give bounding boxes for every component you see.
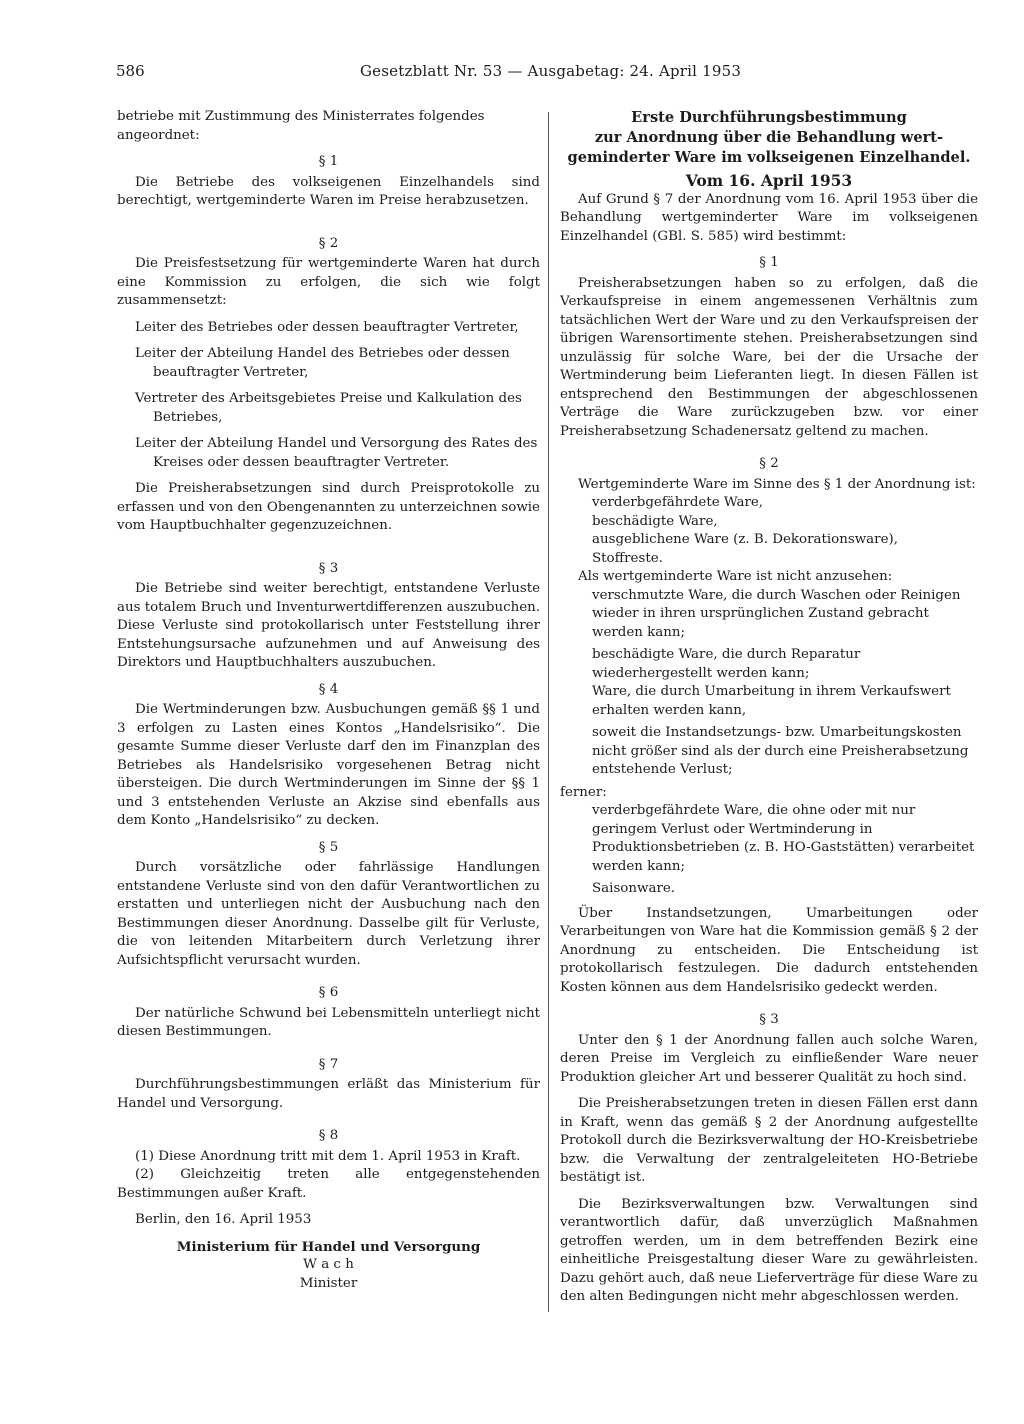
section-heading: § 3 [318, 560, 339, 576]
section-text: Unter den § 1 der Anordnung fallen auch solche Waren, deren Preise im Vergleich zu einfließender Ware neuer Produktion gleicher Art und besserer Qualität zu hoch sind. [560, 1032, 978, 1085]
regulation-date: Vom 16. April 1953 [685, 171, 853, 190]
page-number: 586 [116, 62, 145, 80]
signer-role: Minister [299, 1275, 358, 1291]
issuing-ministry: Ministerium für Handel und Versorgung [176, 1238, 481, 1255]
right-column [560, 108, 978, 1307]
regulation-title: Erste Durchführungsbestimmung [631, 109, 907, 126]
running-header: Gesetzblatt Nr. 53 — Ausgabetag: 24. April 1953 [360, 62, 742, 80]
section-text: (2) Gleichzeitig treten alle entgegenstehenden Bestimmungen außer Kraft. [117, 1167, 540, 1201]
left-column [117, 108, 540, 1293]
intro-text: betriebe mit Zustimmung des Ministerrates folgendes angeordnet: [117, 109, 485, 143]
section-text: Durchführungsbestimmungen erläßt das Ministerium für Handel und Versorgung. [117, 1077, 540, 1111]
section-heading: § 4 [318, 681, 339, 697]
section-heading: § 1 [318, 154, 339, 169]
section-text: ferner: [560, 784, 607, 800]
list-item: Leiter der Abteilung Handel des Betriebes oder dessen beauftragter Vertreter, [135, 346, 510, 380]
section-text: Die Preisfestsetzung für wertgeminderte Waren hat durch eine Kommission zu erfolgen, die sich wie folgt zusammensetzt: [117, 256, 540, 308]
list-item: Stoffreste. [592, 550, 663, 566]
regulation-title: geminderter Ware im volkseigenen Einzelhandel. [567, 149, 971, 166]
list-item: beschädigte Ware, [592, 513, 718, 529]
section-text: Die Bezirksverwaltungen bzw. Verwaltungen sind verantwortlich dafür, daß unverzüglich Maßnahmen getroffen werden, um in dem betreffenden Bezirk eine einheitliche Preisgestaltung dieser Ware zu gewährleisten. Dazu gehört auch, daß neue Lieferverträge für diese Ware zu den alten Bedingungen nicht mehr abgeschlossen werden. [560, 1196, 978, 1304]
signer-name: W a c h [303, 1257, 354, 1272]
section-heading: § 5 [318, 839, 339, 855]
section-heading: § 2 [759, 456, 779, 471]
place-date: Berlin, den 16. April 1953 [135, 1212, 312, 1227]
list-item: Saisonware. [592, 881, 676, 896]
list-item: Vertreter des Arbeitsgebietes Preise und Kalkulation des Betriebes, [135, 391, 522, 425]
section-text: Die Preisherabsetzungen sind durch Preisprotokolle zu erfassen und von den Obengenannten zu unterzeichnen sowie vom Hauptbuchhalter gegenzuzeichnen. [117, 481, 540, 533]
list-item: beschädigte Ware, die durch Reparatur wiederhergestellt werden kann; [592, 647, 861, 681]
section-text: Wertgeminderte Ware im Sinne des § 1 der Anordnung ist: [578, 476, 976, 492]
section-text: Durch vorsätzliche oder fahrlässige Handlungen entstandene Verluste sind von den dafür Verantwortlichen zu erstatten und unterliegen nicht der Ausbuchung nach den Bestimmungen dieser Anordnung. Dasselbe gilt für Verluste, die von leitenden Mitarbeitern durch Verletzung ihrer Aufsichtspflicht verursacht wurden. [117, 860, 540, 968]
section-text: Über Instandsetzungen, Umarbeitungen oder Verarbeitungen von Ware hat die Kommission gemäß § 2 der Anordnung zu entscheiden. Die Entscheidung ist protokollarisch festzulegen. Die dadurch entstehenden Kosten können aus dem Handelsrisiko gedeckt werden. [560, 905, 978, 995]
list-item: Leiter des Betriebes oder dessen beauftragter Vertreter, [135, 319, 519, 335]
section-heading: § 1 [759, 255, 779, 270]
section-text: Preisherabsetzungen haben so zu erfolgen, daß die Verkaufspreise in einem angemessenen Verhältnis zum tatsächlichen Wert der Ware und zu den Verkaufspreisen der übrigen Warensortimente stehen. Preisherabsetzungen sind unzulässig für solche Ware, bei der die Ursache der Wertminderung beim Lieferanten liegt. In diesen Fällen ist entsprechend den Bestimmungen der abgeschlossenen Verträge die Ware zurückzugeben bzw. vor einer Preisherabsetzung Schadenersatz geltend zu machen. [560, 275, 978, 439]
section-heading: § 8 [318, 1128, 339, 1143]
section-heading: § 3 [759, 1012, 779, 1027]
section-heading: § 7 [318, 1056, 339, 1072]
section-text: Der natürliche Schwund bei Lebensmitteln unterliegt nicht diesen Bestimmungen. [117, 1005, 540, 1039]
list-item: verderbgefährdete Ware, die ohne oder mit nur geringem Verlust oder Wertminderung in Produktionsbetrieben (z. B. HO-Gaststätten) verarbeitet werden kann; [592, 803, 975, 874]
list-item: Leiter der Abteilung Handel und Versorgung des Rates des Kreises oder dessen beauftragter Vertreter. [135, 436, 538, 470]
section-heading: § 6 [318, 985, 339, 1000]
section-text: (1) Diese Anordnung tritt mit dem 1. April 1953 in Kraft. [135, 1148, 521, 1164]
list-item: verschmutzte Ware, die durch Waschen oder Reinigen wieder in ihren ursprünglichen Zustand gebracht werden kann; [592, 587, 961, 640]
section-text: Als wertgeminderte Ware ist nicht anzusehen: [578, 569, 893, 584]
list-item: ausgeblichene Ware (z. B. Dekorationsware), [592, 532, 898, 547]
section-text: Die Betriebe sind weiter berechtigt, entstandene Verluste aus totalem Bruch und Inventurwertdifferenzen auszubuchen. Diese Verluste sind protokollarisch unter Feststellung ihrer Entstehungsursache aufzunehmen und auf Anweisung des Direktors und Hauptbuchhalters auszubuchen. [117, 581, 541, 670]
list-item: soweit die Instandsetzungs- bzw. Umarbeitungskosten nicht größer sind als der durch eine Preisherabsetzung entstehende Verlust; [592, 725, 969, 777]
intro-text: Auf Grund § 7 der Anordnung vom 16. April 1953 über die Behandlung wertgeminderter Ware im volkseigenen Einzelhandel (GBl. S. 585) wird bestimmt: [560, 191, 978, 244]
column-divider [548, 112, 549, 1312]
section-heading: § 2 [318, 235, 339, 251]
list-item: verderbgefährdete Ware, [592, 495, 764, 510]
section-text: Die Preisherabsetzungen treten in diesen Fällen erst dann in Kraft, wenn das gemäß § 2 der Anordnung aufgestellte Protokoll durch die Bezirksverwaltung der HO-Kreisbetriebe bzw. die Verwaltung der zentralgeleiteten HO-Betriebe bestätigt ist. [560, 1096, 978, 1185]
list-item: Ware, die durch Umarbeitung in ihrem Verkaufswert erhalten werden kann, [592, 684, 951, 718]
regulation-title: zur Anordnung über die Behandlung wert- [594, 129, 944, 146]
section-text: Die Wertminderungen bzw. Ausbuchungen gemäß §§ 1 und 3 erfolgen zu Lasten eines Kontos „Handelsrisiko“. Die gesamte Summe dieser Verluste darf den im Finanzplan des Betriebes als Handelsrisiko vorgesehenen Betrag nicht übersteigen. Die durch Wertminderungen im Sinne der §§ 1 und 3 entstehenden Verluste an Akzise sind ebenfalls aus dem Konto „Handelsrisiko“ zu decken. [117, 702, 540, 828]
section-text: Die Betriebe des volkseigenen Einzelhandels sind berechtigt, wertgeminderte Waren im Preise herabzusetzen. [117, 174, 540, 208]
